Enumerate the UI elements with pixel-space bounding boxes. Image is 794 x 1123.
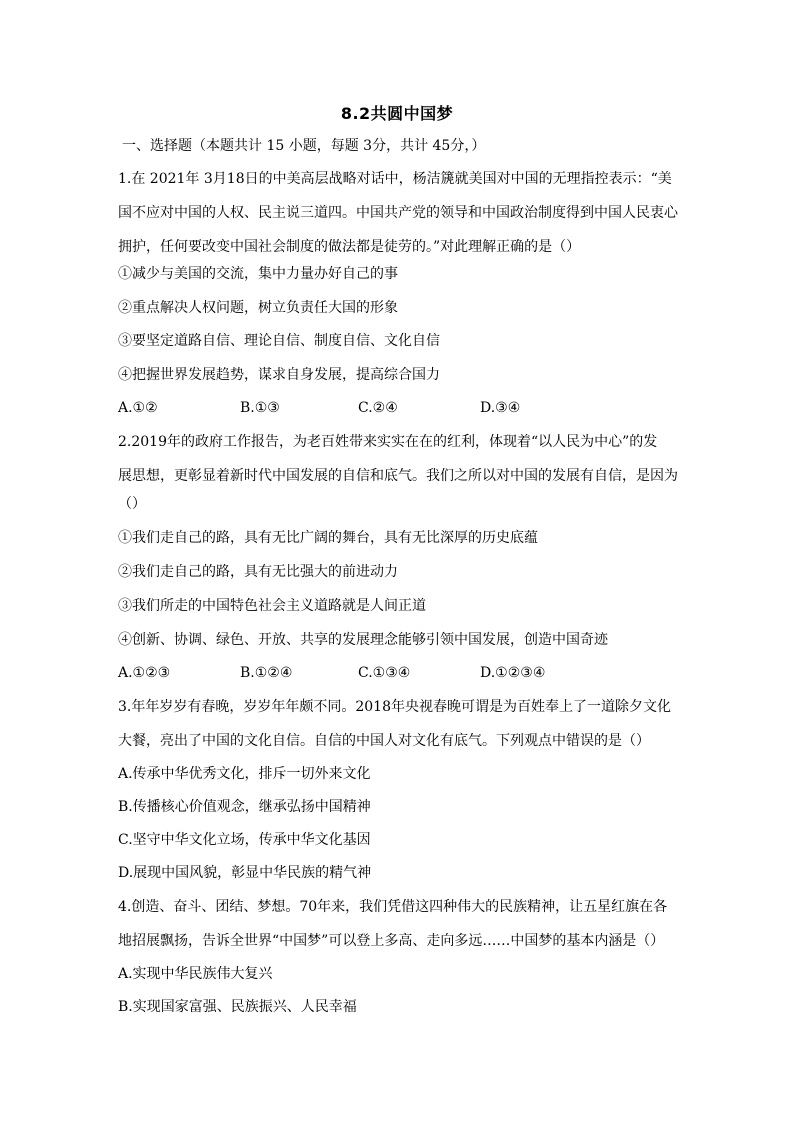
q1-statement-1: ①减少与美国的交流，集中力量办好自己的事: [118, 266, 398, 282]
q3-stem-line-2: 大餐，亮出了中国的文化自信。自信的中国人对文化有底气。下列观点中错误的是（）: [118, 733, 650, 749]
q1-option-b: B.①③: [240, 400, 280, 416]
section-heading: 一、选择题（本题共计 15 小题，每题 3分，共计 45分，）: [122, 138, 486, 154]
q2-statement-4: ④创新、协调、绿色、开放、共享的发展理念能够引领中国发展，创造中国奇迹: [118, 632, 608, 648]
q1-option-a: A.①②: [118, 400, 158, 416]
q3-option-d: D.展现中国风貌，彰显中华民族的精气神: [118, 865, 372, 881]
q2-stem-line-3: （）: [118, 496, 146, 512]
q3-option-a: A.传承中华优秀文化，排斥一切外来文化: [118, 766, 371, 782]
q1-stem-line-1: 1.在 2021年 3月18日的中美高层战略对话中，杨洁篪就美国对中国的无理指控表示：“美: [118, 171, 672, 187]
q3-stem-line-1: 3.年年岁岁有春晚，岁岁年年颇不同。2018年央视春晚可谓是为百姓奉上了一道除夕文化: [118, 699, 671, 715]
q1-statement-4: ④把握世界发展趋势，谋求自身发展，提高综合国力: [118, 367, 440, 383]
q2-stem-line-1: 2.2019年的政府工作报告，为老百姓带来实实在在的红利，体现着“以人民为中心”的发: [118, 434, 658, 450]
page-title: 8.2共圆中国梦: [340, 104, 454, 123]
q1-option-d: D.③④: [480, 400, 521, 416]
q3-option-c: C.坚守中华文化立场，传承中华文化基因: [118, 832, 371, 848]
q4-stem-line-1: 4.创造、奋斗、团结、梦想。70年来，我们凭借这四种伟大的民族精神，让五星红旗在各: [118, 899, 668, 915]
q4-option-a: A.实现中华民族伟大复兴: [118, 966, 273, 982]
q1-option-c: C.②④: [358, 400, 398, 416]
q4-option-b: B.实现国家富强、民族振兴、人民幸福: [118, 999, 357, 1015]
q4-stem-line-2: 地招展飘扬，告诉全世界“中国梦”可以登上多高、走向多远……中国梦的基本内涵是（）: [118, 933, 665, 949]
q2-statement-2: ②我们走自己的路，具有无比强大的前进动力: [118, 564, 398, 580]
q2-statement-3: ③我们所走的中国特色社会主义道路就是人间正道: [118, 598, 426, 614]
q3-option-b: B.传播核心价值观念，继承弘扬中国精神: [118, 799, 371, 815]
q2-option-d: D.①②③④: [480, 665, 546, 681]
q1-stem-line-3: 拥护，任何要改变中国社会制度的做法都是徒劳的。”对此理解正确的是（）: [118, 239, 581, 255]
q1-statement-3: ③要坚定道路自信、理论自信、制度自信、文化自信: [118, 333, 440, 349]
q2-option-b: B.①②④: [240, 665, 293, 681]
q2-statement-1: ①我们走自己的路，具有无比广阔的舞台，具有无比深厚的历史底蕴: [118, 530, 538, 546]
q2-option-a: A.①②③: [118, 665, 171, 681]
q1-statement-2: ②重点解决人权问题，树立负责任大国的形象: [118, 300, 398, 316]
q2-stem-line-2: 展思想，更彰显着新时代中国发展的自信和底气。我们之所以对中国的发展有自信，是因为: [118, 468, 678, 484]
q1-stem-line-2: 国不应对中国的人权、民主说三道四。中国共产党的领导和中国政治制度得到中国人民衷心: [118, 205, 678, 221]
q2-option-c: C.①③④: [358, 665, 411, 681]
